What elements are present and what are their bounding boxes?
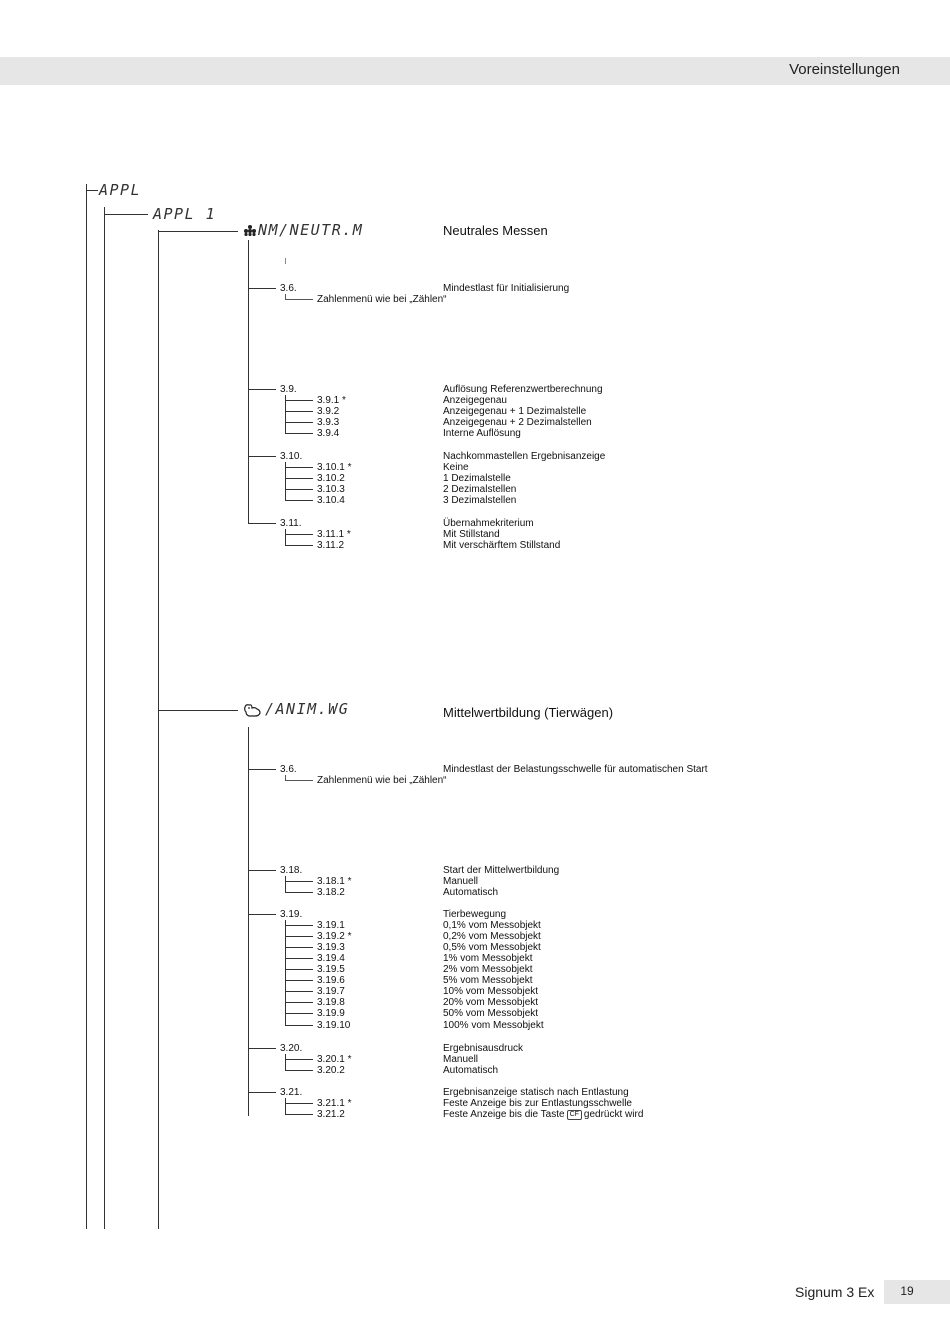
menu-code: 3.19.9 bbox=[317, 1008, 345, 1019]
menu-option: Feste Anzeige bis zur Entlastungsschwelle bbox=[443, 1098, 632, 1109]
cf-key-icon: CF bbox=[567, 1110, 582, 1120]
menu-code: 3.19.1 bbox=[317, 920, 345, 931]
lcd-anim-wg: /ANIM.WG bbox=[265, 700, 350, 718]
tree-branch bbox=[285, 411, 313, 412]
tree-branch bbox=[285, 1059, 313, 1060]
page-section-title: Voreinstellungen bbox=[789, 61, 900, 78]
tree-branch bbox=[248, 456, 276, 457]
menu-code: 3.18.1 * bbox=[317, 876, 352, 887]
tree-line-level1 bbox=[104, 207, 105, 1229]
menu-option: 10% vom Messobjekt bbox=[443, 986, 539, 997]
tree-branch bbox=[285, 1025, 313, 1026]
menu-label: Ergebnisanzeige statisch nach Entlastung bbox=[443, 1087, 629, 1098]
menu-label: Nachkommastellen Ergebnisanzeige bbox=[443, 451, 606, 462]
menu-option: 1% vom Messobjekt bbox=[443, 953, 533, 964]
menu-option: Anzeigegenau + 1 Dezimalstelle bbox=[443, 406, 587, 417]
menu-code: 3.20. bbox=[280, 1043, 303, 1054]
menu-option: Mit Stillstand bbox=[443, 529, 500, 540]
menu-code: 3.11.2 bbox=[317, 540, 345, 551]
menu-code: 3.18. bbox=[280, 865, 303, 876]
menu-code: 3.6. bbox=[280, 764, 297, 775]
tree-line bbox=[285, 1054, 286, 1071]
menu-option: 2 Dezimalstellen bbox=[443, 484, 517, 495]
menu-code: 3.10. bbox=[280, 451, 303, 462]
menu-label: Tierbewegung bbox=[443, 909, 507, 920]
menu-option: 3 Dezimalstellen bbox=[443, 495, 517, 506]
app2-spine bbox=[248, 727, 249, 1116]
lcd-appl-1: APPL 1 bbox=[153, 205, 217, 223]
lcd-neutr-m: NM/NEUTR.M bbox=[258, 221, 364, 239]
menu-code: 3.21.1 * bbox=[317, 1098, 352, 1109]
menu-label: Start der Mittelwertbildung bbox=[443, 865, 560, 876]
menu-code: 3.10.2 bbox=[317, 473, 345, 484]
tree-tick bbox=[285, 258, 286, 264]
tree-branch bbox=[285, 925, 313, 926]
tree-branch bbox=[285, 991, 313, 992]
app1-spine bbox=[248, 240, 249, 524]
tree-line-root bbox=[86, 184, 87, 1229]
lcd-appl: APPL bbox=[99, 181, 142, 199]
tree-branch bbox=[285, 1114, 313, 1115]
menu-code: 3.20.2 bbox=[317, 1065, 345, 1076]
menu-code: 3.11. bbox=[280, 518, 302, 529]
tree-branch bbox=[285, 400, 313, 401]
footer-product: Signum 3 Ex bbox=[795, 1284, 875, 1300]
tree-branch bbox=[158, 710, 238, 711]
menu-option: 5% vom Messobjekt bbox=[443, 975, 533, 986]
menu-label: Ergebnisausdruck bbox=[443, 1043, 524, 1054]
tree-branch bbox=[248, 914, 276, 915]
menu-code: 3.19.4 bbox=[317, 953, 345, 964]
tree-branch bbox=[285, 489, 313, 490]
tree-branch bbox=[248, 389, 276, 390]
menu-code: 3.9.2 bbox=[317, 406, 340, 417]
menu-code: 3.11.1 * bbox=[317, 529, 351, 540]
tree-branch bbox=[285, 936, 313, 937]
tree-branch bbox=[285, 1013, 313, 1014]
menu-option: 50% vom Messobjekt bbox=[443, 1008, 539, 1019]
menu-code: 3.21.2 bbox=[317, 1109, 345, 1120]
tree-branch bbox=[285, 478, 313, 479]
menu-code: 3.19.2 * bbox=[317, 931, 352, 942]
menu-option: Mit verschärftem Stillstand bbox=[443, 540, 561, 551]
tree-branch bbox=[285, 958, 313, 959]
menu-option: Interne Auflösung bbox=[443, 428, 521, 439]
tree-branch bbox=[285, 422, 313, 423]
app2-title: Mittelwertbildung (Tierwägen) bbox=[443, 705, 614, 720]
tree-branch bbox=[285, 433, 313, 434]
menu-option: Manuell bbox=[443, 1054, 479, 1065]
tree-branch bbox=[86, 190, 98, 191]
menu-option: Automatisch bbox=[443, 1065, 499, 1076]
menu-code: 3.19.10 bbox=[317, 1020, 351, 1031]
option-text-after: gedrückt wird bbox=[583, 1109, 644, 1120]
menu-code: 3.19.6 bbox=[317, 975, 345, 986]
menu-option: Anzeigegenau + 2 Dezimalstellen bbox=[443, 417, 592, 428]
menu-code: 3.19.3 bbox=[317, 942, 345, 953]
tree-branch bbox=[285, 881, 313, 882]
tree-line-level2 bbox=[158, 230, 159, 1229]
menu-code: 3.18.2 bbox=[317, 887, 345, 898]
tree-branch bbox=[248, 1048, 276, 1049]
menu-code: 3.19. bbox=[280, 909, 303, 920]
tree-branch bbox=[285, 1103, 313, 1104]
tree-branch bbox=[285, 1070, 313, 1071]
menu-code: 3.10.4 bbox=[317, 495, 345, 506]
menu-code: 3.9. bbox=[280, 384, 297, 395]
menu-code: 3.10.3 bbox=[317, 484, 345, 495]
menu-option: 100% vom Messobjekt bbox=[443, 1020, 544, 1031]
tree-branch bbox=[248, 1092, 276, 1093]
menu-code: 3.19.5 bbox=[317, 964, 345, 975]
tree-branch bbox=[104, 214, 148, 215]
tree-branch bbox=[285, 545, 313, 546]
tree-branch bbox=[285, 500, 313, 501]
menu-option: Manuell bbox=[443, 876, 479, 887]
tree-line bbox=[285, 876, 286, 893]
page-number: 19 bbox=[900, 1284, 914, 1298]
menu-option: 0,2% vom Messobjekt bbox=[443, 931, 541, 942]
menu-option: 1 Dezimalstelle bbox=[443, 473, 511, 484]
menu-label: Mindestlast für Initialisierung bbox=[443, 283, 570, 294]
menu-option: Keine bbox=[443, 462, 469, 473]
menu-option: 20% vom Messobjekt bbox=[443, 997, 539, 1008]
tree-branch bbox=[158, 231, 238, 232]
tree-branch bbox=[248, 523, 276, 524]
tree-branch bbox=[285, 299, 313, 300]
menu-code: 3.9.1 * bbox=[317, 395, 346, 406]
tree-branch bbox=[285, 969, 313, 970]
tree-line bbox=[285, 1098, 286, 1115]
tree-branch bbox=[248, 288, 276, 289]
tree-branch bbox=[285, 980, 313, 981]
menu-option: 0,5% vom Messobjekt bbox=[443, 942, 541, 953]
tree-branch bbox=[248, 769, 276, 770]
menu-code: 3.19.7 bbox=[317, 986, 345, 997]
menu-label: Auflösung Referenzwertberechnung bbox=[443, 384, 603, 395]
menu-note: Zahlenmenü wie bei „Zählen“ bbox=[317, 775, 447, 786]
tree-branch bbox=[285, 534, 313, 535]
menu-option bbox=[443, 1109, 643, 1120]
tree-line bbox=[285, 529, 286, 546]
menu-code: 3.21. bbox=[280, 1087, 303, 1098]
neutral-measuring-icon bbox=[243, 224, 257, 236]
tree-branch bbox=[285, 1002, 313, 1003]
menu-code: 3.19.8 bbox=[317, 997, 345, 1008]
tree-branch bbox=[248, 870, 276, 871]
menu-code: 3.9.4 bbox=[317, 428, 340, 439]
menu-option: 2% vom Messobjekt bbox=[443, 964, 533, 975]
menu-label: Mindestlast der Belastungsschwelle für automatischen Start bbox=[443, 764, 708, 775]
menu-code: 3.20.1 * bbox=[317, 1054, 352, 1065]
menu-note: Zahlenmenü wie bei „Zählen“ bbox=[317, 294, 447, 305]
tree-branch bbox=[285, 947, 313, 948]
tree-branch bbox=[285, 467, 313, 468]
option-text-before: Feste Anzeige bis die Taste bbox=[443, 1109, 565, 1120]
menu-option: 0,1% vom Messobjekt bbox=[443, 920, 541, 931]
menu-code: 3.9.3 bbox=[317, 417, 340, 428]
menu-option: Anzeigegenau bbox=[443, 395, 507, 406]
tree-branch bbox=[285, 892, 313, 893]
tree-branch bbox=[285, 780, 313, 781]
menu-code: 3.10.1 * bbox=[317, 462, 352, 473]
animal-weighing-icon bbox=[243, 703, 263, 718]
menu-code: 3.6. bbox=[280, 283, 297, 294]
menu-option: Automatisch bbox=[443, 887, 499, 898]
app1-title: Neutrales Messen bbox=[443, 223, 548, 238]
menu-label: Übernahmekriterium bbox=[443, 518, 534, 529]
